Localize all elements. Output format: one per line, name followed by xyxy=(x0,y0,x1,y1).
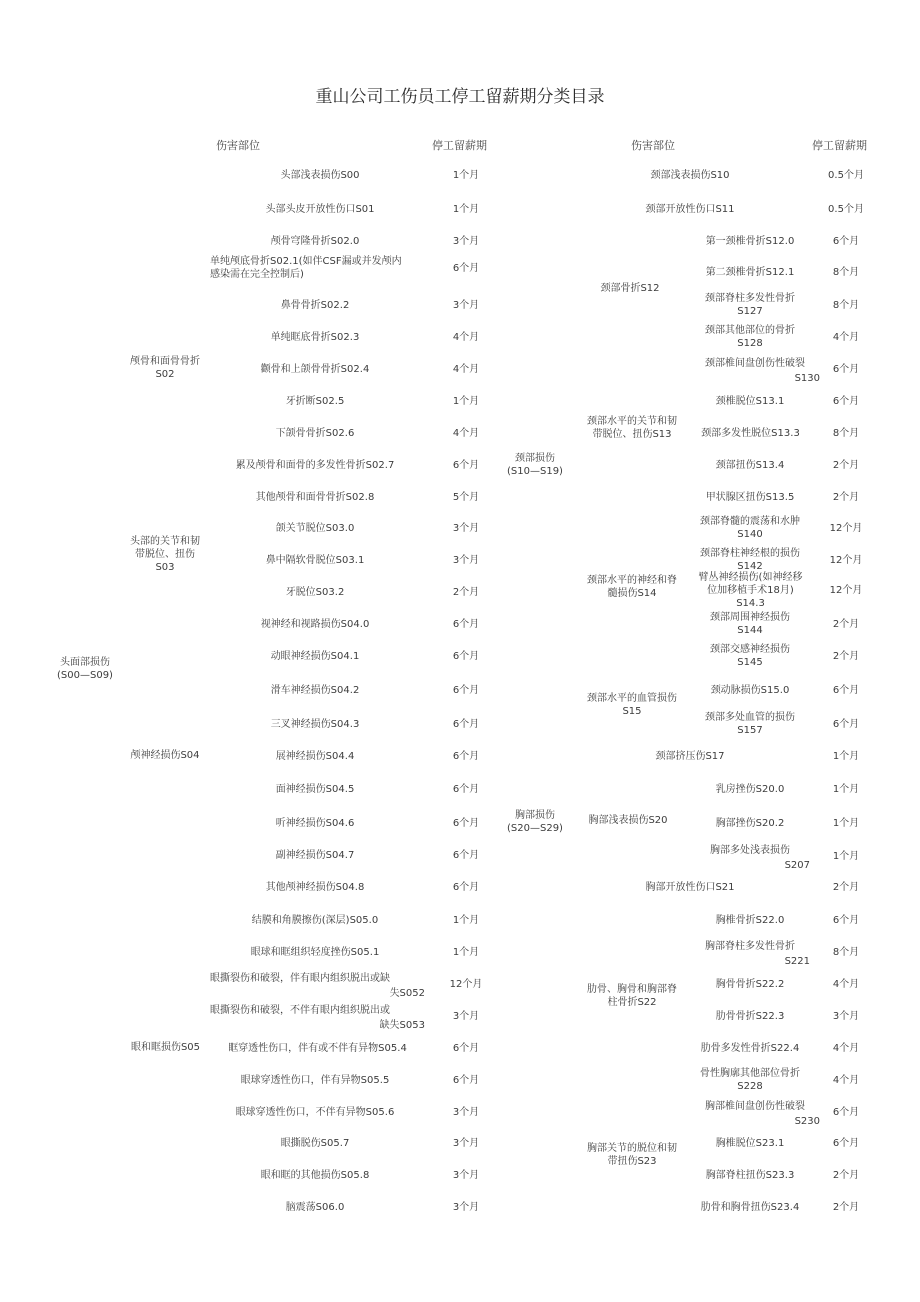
right-row-period: 8个月 xyxy=(832,947,860,958)
right-row-item: 颈部脊柱多发性骨折 S127 xyxy=(705,293,795,317)
right-row-period: 6个月 xyxy=(832,364,860,375)
left-row-period: 4个月 xyxy=(452,332,480,343)
right-row-item: 颈椎脱位S13.1 xyxy=(715,395,785,407)
left-row-item: 眼球和眶组织轻度挫伤S05.1 xyxy=(250,946,380,958)
right-row-item: 第一颈椎骨折S12.0 xyxy=(705,235,795,247)
right-row-item: 颈部开放性伤口S11 xyxy=(645,203,735,215)
left-row-period: 1个月 xyxy=(452,396,480,407)
region-neck: 颈部损伤 (S10—S19) xyxy=(507,453,563,477)
left-row-period: 6个月 xyxy=(452,751,480,762)
left-row-item: 眼撕裂伤和破裂，不伴有眼内组织脱出或 xyxy=(210,1004,390,1016)
region-chest: 胸部损伤 (S20—S29) xyxy=(507,810,563,834)
left-row-item: 鼻骨骨折S02.2 xyxy=(280,299,350,311)
left-row-period: 1个月 xyxy=(452,915,480,926)
left-row-period: 6个月 xyxy=(452,850,480,861)
group-chest-joint: 胸部关节的脱位和韧 带扭伤S23 xyxy=(587,1143,677,1167)
right-row-item-tail: S130 xyxy=(794,373,820,384)
left-row-period: 6个月 xyxy=(452,619,480,630)
right-row-item: 甲状腺区扭伤S13.5 xyxy=(705,491,795,503)
left-row-item: 单纯颅底骨折S02.1(如伴CSF漏或并发颅内 感染需在完全控制后) xyxy=(210,256,402,280)
left-row-period: 3个月 xyxy=(452,1138,480,1149)
right-row-period: 6个月 xyxy=(832,915,860,926)
right-row-period: 1个月 xyxy=(832,851,860,862)
right-row-period: 6个月 xyxy=(832,685,860,696)
right-row-item: 胸部开放性伤口S21 xyxy=(645,881,735,893)
right-row-item: 颈部脊髓的震荡和水肿 S140 xyxy=(700,516,800,540)
left-row-item: 颧骨和上颌骨骨折S02.4 xyxy=(260,363,370,375)
right-row-period: 0.5个月 xyxy=(828,204,864,215)
left-row-period: 1个月 xyxy=(452,947,480,958)
left-row-item: 眼球穿透性伤口，不伴有异物S05.6 xyxy=(235,1106,395,1118)
left-row-item: 脑震荡S06.0 xyxy=(285,1201,345,1213)
right-row-item: 肋骨多发性骨折S22.4 xyxy=(700,1042,800,1054)
header-right-period: 停工留薪期 xyxy=(812,139,867,152)
left-row-item: 眼撕裂伤和破裂，伴有眼内组织脱出或缺 xyxy=(210,972,390,984)
left-row-period: 5个月 xyxy=(452,492,480,503)
right-row-item: 颈部多处血管的损伤 S157 xyxy=(705,712,795,736)
left-row-period: 2个月 xyxy=(452,587,480,598)
left-row-period: 3个月 xyxy=(452,236,480,247)
left-row-item: 眼球穿透性伤口，伴有异物S05.5 xyxy=(240,1074,390,1086)
left-row-item: 滑车神经损伤S04.2 xyxy=(270,684,360,696)
right-row-period: 0.5个月 xyxy=(828,170,864,181)
left-row-period: 3个月 xyxy=(452,1170,480,1181)
right-row-period: 2个月 xyxy=(832,460,860,471)
left-row-period: 6个月 xyxy=(452,685,480,696)
left-row-item: 牙折断S02.5 xyxy=(285,395,345,407)
right-row-item: 颈部其他部位的骨折 S128 xyxy=(705,325,795,349)
left-row-period: 6个月 xyxy=(452,784,480,795)
right-row-period: 2个月 xyxy=(832,492,860,503)
right-row-period: 4个月 xyxy=(832,1075,860,1086)
right-row-item: 肋骨骨折S22.3 xyxy=(715,1010,785,1022)
right-row-item: 骨性胸廓其他部位骨折 S228 xyxy=(700,1068,800,1092)
right-row-item: 第二颈椎骨折S12.1 xyxy=(705,266,795,278)
right-row-item: 颈部浅表损伤S10 xyxy=(650,169,730,181)
left-row-item: 视神经和视路损伤S04.0 xyxy=(260,618,370,630)
left-row-item: 展神经损伤S04.4 xyxy=(275,750,355,762)
right-row-item: 胸部椎间盘创伤性破裂 xyxy=(705,1100,805,1112)
header-left-part: 伤害部位 xyxy=(216,139,260,152)
left-row-period: 6个月 xyxy=(452,1075,480,1086)
right-row-item: 胸部挫伤S20.2 xyxy=(715,817,785,829)
right-row-item: 颈部多发性脱位S13.3 xyxy=(701,427,800,439)
group-cranial-nerve: 颅神经损伤S04 xyxy=(130,750,200,761)
left-row-period: 6个月 xyxy=(452,263,480,274)
left-row-period: 1个月 xyxy=(452,170,480,181)
left-row-item: 三叉神经损伤S04.3 xyxy=(270,718,360,730)
left-row-item: 眼撕脱伤S05.7 xyxy=(280,1137,350,1149)
header-left-period: 停工留薪期 xyxy=(432,139,487,152)
right-row-item: 臂丛神经损伤(如神经移 位加移植手术18月) S14.3 xyxy=(698,571,803,609)
region-head-face: 头面部损伤 (S00—S09) xyxy=(57,657,113,681)
right-row-item: 乳房挫伤S20.0 xyxy=(715,783,785,795)
left-row-item: 单纯眶底骨折S02.3 xyxy=(270,331,360,343)
right-row-item: 胸骨骨折S22.2 xyxy=(715,978,785,990)
left-row-item: 动眼神经损伤S04.1 xyxy=(270,650,360,662)
left-row-period: 12个月 xyxy=(449,979,483,990)
right-row-item: 颈部交感神经损伤 S145 xyxy=(710,644,790,668)
left-row-period: 3个月 xyxy=(452,300,480,311)
page-title: 重山公司工伤员工停工留薪期分类目录 xyxy=(315,87,605,107)
right-row-item: 胸椎脱位S23.1 xyxy=(715,1137,785,1149)
left-row-period: 1个月 xyxy=(452,204,480,215)
group-neck-vessel: 颈部水平的血管损伤 S15 xyxy=(587,693,677,717)
right-row-item: 胸部多处浅表损伤 xyxy=(710,844,790,856)
right-row-period: 2个月 xyxy=(832,1202,860,1213)
right-row-item: 胸部脊柱多发性骨折 xyxy=(705,940,795,952)
right-row-item: 胸部脊柱扭伤S23.3 xyxy=(705,1169,795,1181)
right-row-period: 8个月 xyxy=(832,428,860,439)
left-row-period: 6个月 xyxy=(452,719,480,730)
left-row-item: 颌关节脱位S03.0 xyxy=(275,522,355,534)
right-row-period: 12个月 xyxy=(829,555,863,566)
right-row-item: 颈部脊柱神经根的损伤 S142 xyxy=(700,548,800,572)
left-row-item-tail: 失S052 xyxy=(389,988,425,999)
group-neck-fracture: 颈部骨折S12 xyxy=(600,283,660,294)
left-row-period: 6个月 xyxy=(452,460,480,471)
right-row-item: 肋骨和胸骨扭伤S23.4 xyxy=(700,1201,800,1213)
right-row-item: 颈动脉损伤S15.0 xyxy=(710,684,790,696)
group-head-joint-dislocation: 头部的关节和韧 带脱位、扭伤 S03 xyxy=(130,536,200,573)
left-row-item: 下颌骨骨折S02.6 xyxy=(275,427,355,439)
right-row-period: 8个月 xyxy=(832,267,860,278)
right-row-period: 1个月 xyxy=(832,818,860,829)
left-row-item-tail: 缺失S053 xyxy=(379,1020,425,1031)
right-row-period: 12个月 xyxy=(829,523,863,534)
left-row-period: 4个月 xyxy=(452,364,480,375)
left-row-period: 3个月 xyxy=(452,1011,480,1022)
left-row-period: 6个月 xyxy=(452,1043,480,1054)
left-row-period: 6个月 xyxy=(452,882,480,893)
right-row-item: 胸椎骨折S22.0 xyxy=(715,914,785,926)
right-row-period: 4个月 xyxy=(832,1043,860,1054)
right-row-item: 颈部周围神经损伤 S144 xyxy=(710,612,790,636)
left-row-item: 眶穿透性伤口，伴有或不伴有异物S05.4 xyxy=(228,1042,407,1054)
right-row-period: 6个月 xyxy=(832,1107,860,1118)
right-row-period: 1个月 xyxy=(832,784,860,795)
right-row-period: 12个月 xyxy=(829,585,863,596)
right-row-period: 6个月 xyxy=(832,396,860,407)
right-row-period: 4个月 xyxy=(832,332,860,343)
left-row-period: 3个月 xyxy=(452,555,480,566)
right-row-period: 3个月 xyxy=(832,1011,860,1022)
group-rib-fracture: 肋骨、胸骨和胸部脊 柱骨折S22 xyxy=(587,984,677,1008)
group-neck-joint: 颈部水平的关节和韧 带脱位、扭伤S13 xyxy=(587,416,677,440)
left-row-item: 牙脱位S03.2 xyxy=(285,586,345,598)
right-row-item-tail: S221 xyxy=(784,956,810,967)
left-row-period: 4个月 xyxy=(452,428,480,439)
left-row-item: 其他颅神经损伤S04.8 xyxy=(265,881,365,893)
left-row-item: 听神经损伤S04.6 xyxy=(275,817,355,829)
group-chest-superficial: 胸部浅表损伤S20 xyxy=(588,815,668,826)
right-row-item: 颈部扭伤S13.4 xyxy=(715,459,785,471)
left-row-item: 结膜和角膜擦伤(深层)S05.0 xyxy=(251,914,379,926)
left-row-item: 头部浅表损伤S00 xyxy=(280,169,360,181)
left-row-period: 3个月 xyxy=(452,1107,480,1118)
right-row-period: 4个月 xyxy=(832,979,860,990)
left-row-item: 其他颅骨和面骨骨折S02.8 xyxy=(255,491,375,503)
right-row-item: 颈部挤压伤S17 xyxy=(655,750,725,762)
right-row-period: 2个月 xyxy=(832,882,860,893)
right-row-period: 2个月 xyxy=(832,619,860,630)
header-right-part: 伤害部位 xyxy=(631,139,675,152)
left-row-period: 6个月 xyxy=(452,818,480,829)
right-row-item: 颈部椎间盘创伤性破裂 xyxy=(705,357,805,369)
left-row-item: 鼻中隔软骨脱位S03.1 xyxy=(265,554,365,566)
right-row-item-tail: S207 xyxy=(784,860,810,871)
right-row-period: 2个月 xyxy=(832,651,860,662)
group-neck-nerve: 颈部水平的神经和脊 髓损伤S14 xyxy=(587,575,677,599)
left-row-item: 颅骨穹隆骨折S02.0 xyxy=(270,235,360,247)
left-row-item: 眼和眶的其他损伤S05.8 xyxy=(260,1169,370,1181)
left-row-item: 面神经损伤S04.5 xyxy=(275,783,355,795)
left-row-period: 3个月 xyxy=(452,523,480,534)
right-row-period: 1个月 xyxy=(832,751,860,762)
left-row-item: 头部头皮开放性伤口S01 xyxy=(265,203,375,215)
right-row-period: 8个月 xyxy=(832,300,860,311)
left-row-item: 副神经损伤S04.7 xyxy=(275,849,355,861)
right-row-item-tail: S230 xyxy=(794,1116,820,1127)
left-row-period: 3个月 xyxy=(452,1202,480,1213)
left-row-item: 累及颅骨和面骨的多发性骨折S02.7 xyxy=(235,459,395,471)
group-eye-orbit: 眼和眶损伤S05 xyxy=(130,1042,201,1053)
left-row-period: 6个月 xyxy=(452,651,480,662)
group-skull-fracture: 颅骨和面骨骨折 S02 xyxy=(130,356,200,380)
right-row-period: 6个月 xyxy=(832,236,860,247)
right-row-period: 6个月 xyxy=(832,719,860,730)
right-row-period: 6个月 xyxy=(832,1138,860,1149)
right-row-period: 2个月 xyxy=(832,1170,860,1181)
